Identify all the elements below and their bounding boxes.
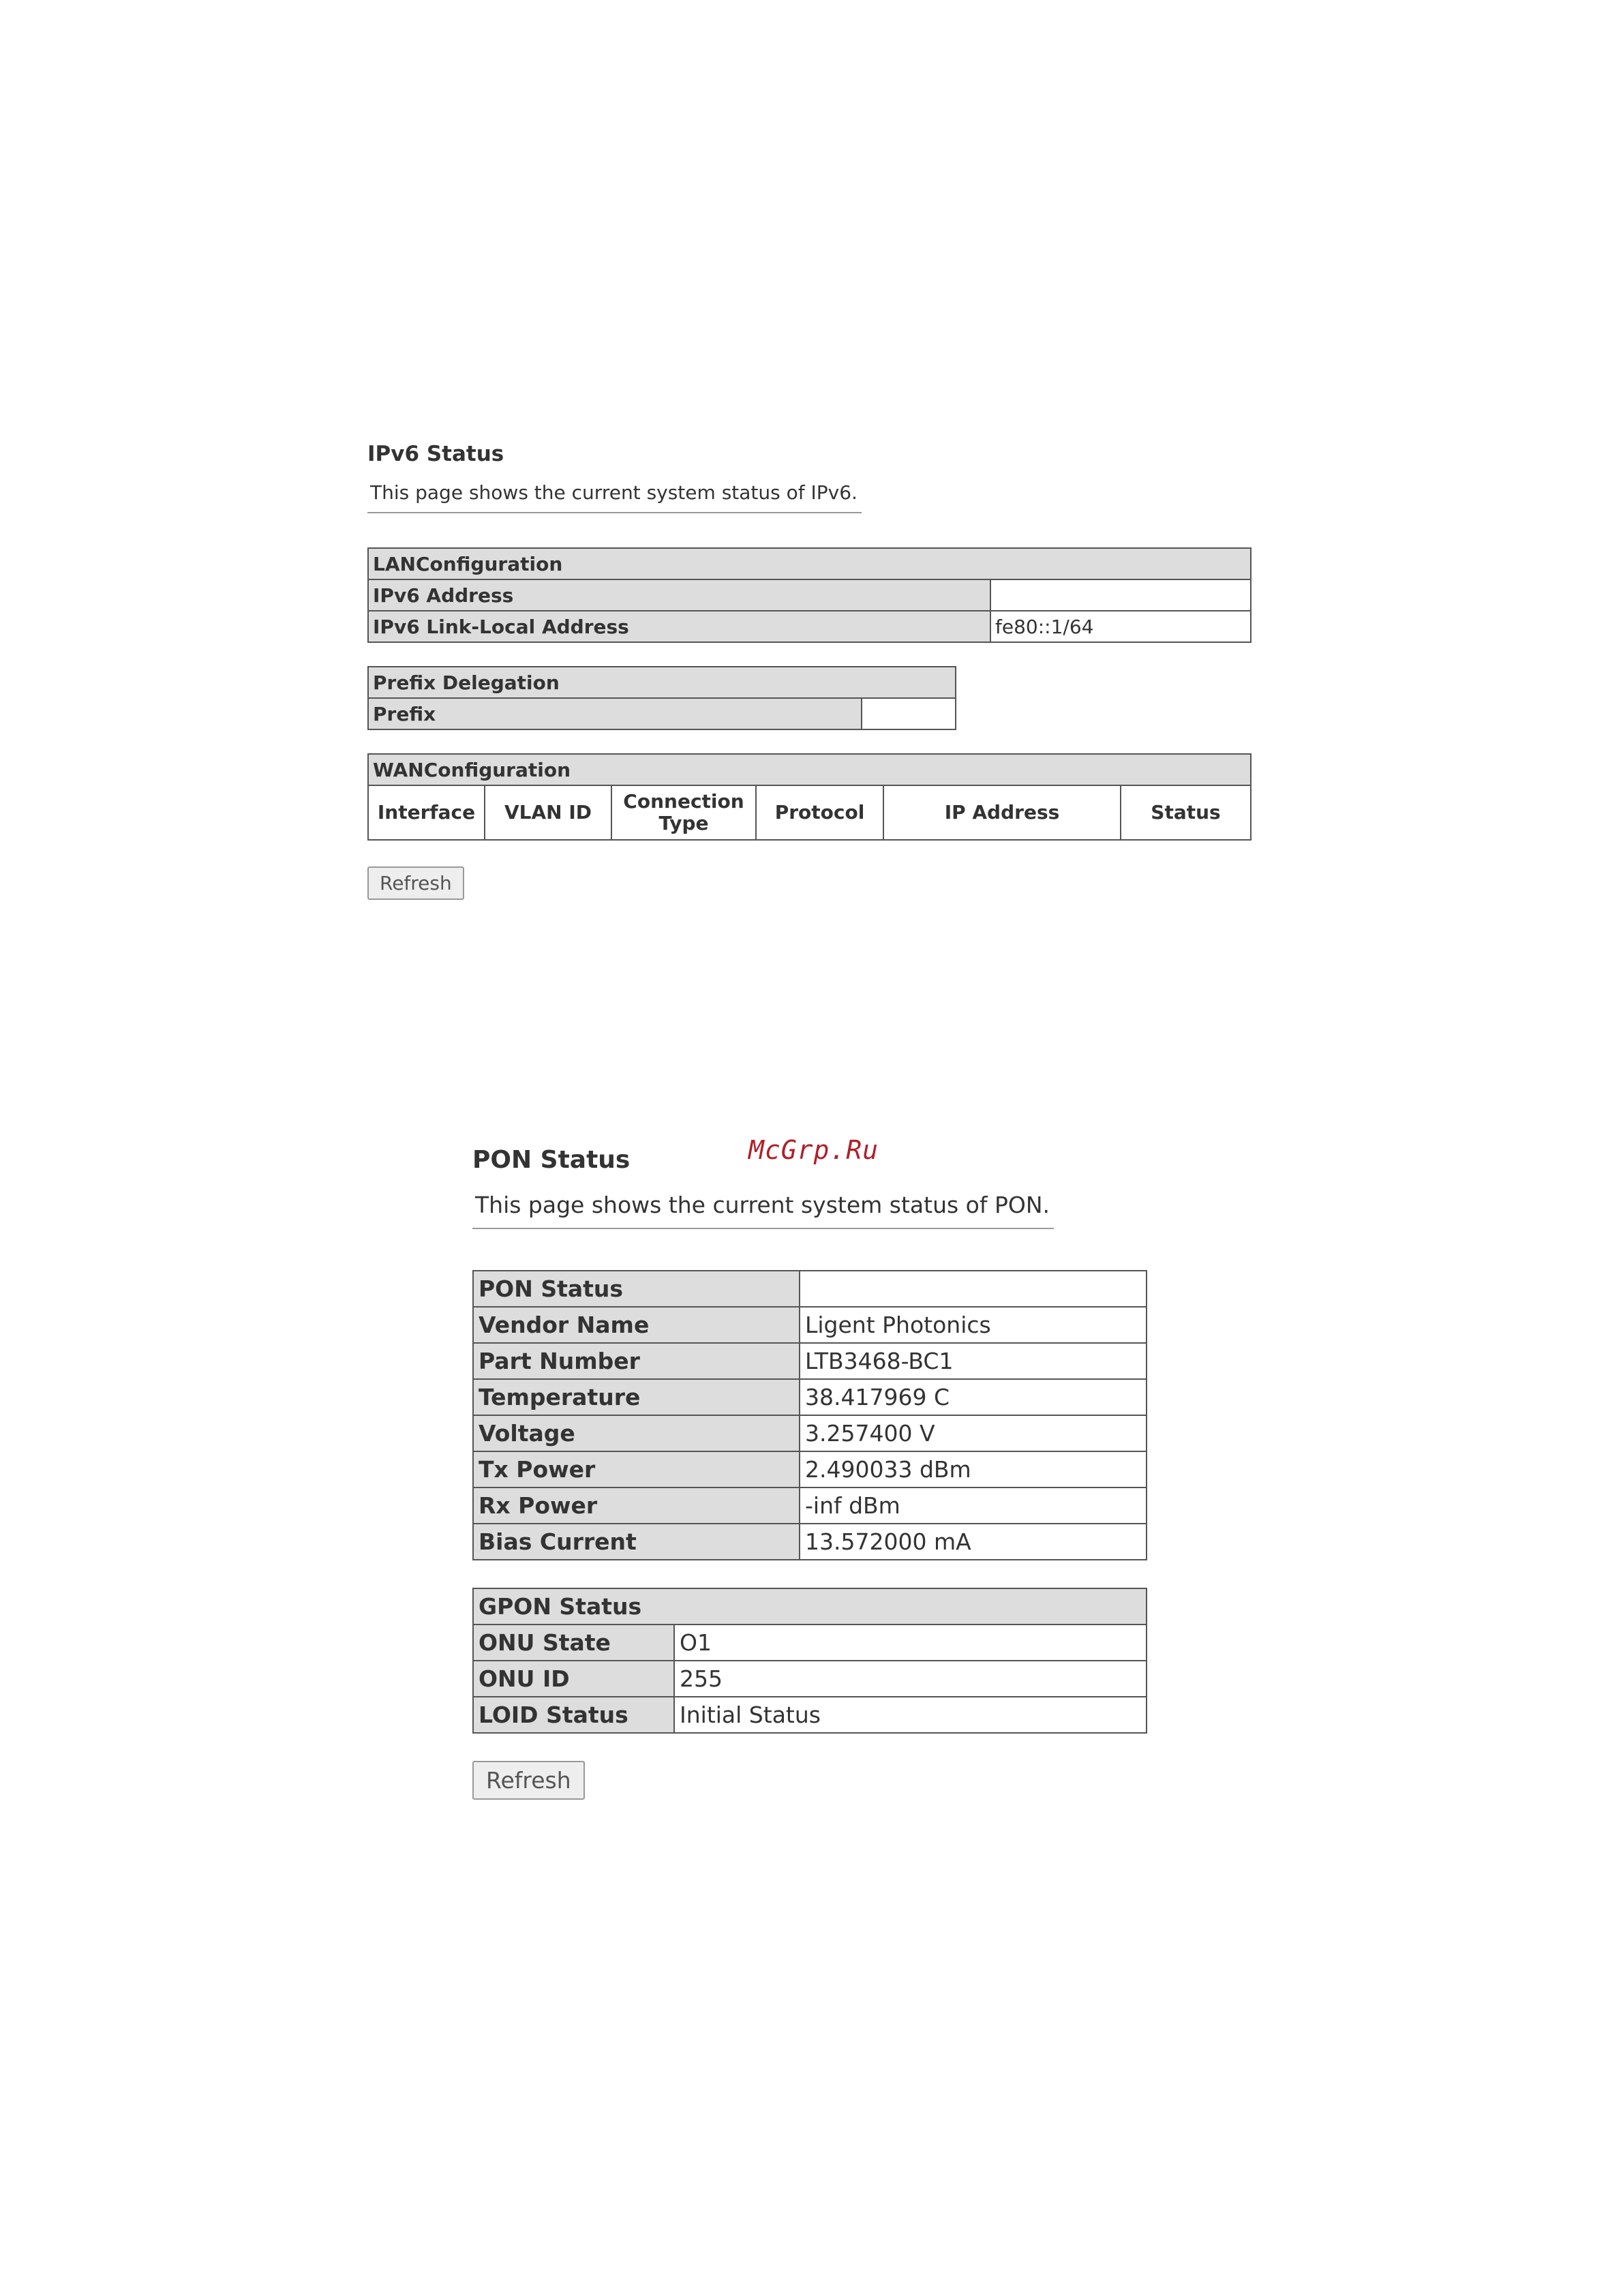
watermark-text: McGrp.Ru: [748, 1135, 879, 1165]
column-header-vlan-id: VLAN ID: [485, 785, 611, 840]
table-header: Prefix Delegation: [368, 667, 956, 698]
row-value: 13.572000 mA: [800, 1524, 1147, 1560]
table-header: GPON Status: [473, 1588, 1147, 1625]
row-value: Ligent Photonics: [800, 1307, 1147, 1343]
table-header: LANConfiguration: [368, 548, 1251, 579]
row-value: 38.417969 C: [800, 1379, 1147, 1415]
column-header-interface: Interface: [368, 785, 485, 840]
row-label: ONU State: [473, 1625, 674, 1661]
page-description: This page shows the current system status of IPv6.: [367, 474, 862, 513]
table-header: WANConfiguration: [368, 754, 1251, 785]
table-row: [473, 1487, 1147, 1524]
table-row: [368, 579, 1251, 611]
page-title: IPv6 Status: [367, 442, 504, 466]
refresh-button[interactable]: Refresh: [472, 1761, 585, 1800]
row-label: LOID Status: [473, 1697, 674, 1733]
wan-configuration-table: [367, 753, 1252, 841]
row-label: PON Status: [473, 1271, 800, 1307]
prefix-delegation-table: [367, 666, 956, 730]
row-label: IPv6 Link-Local Address: [368, 611, 990, 642]
page-description: This page shows the current system status of PON.: [472, 1185, 1054, 1229]
column-header-ip-address: IP Address: [883, 785, 1121, 840]
row-label: Voltage: [473, 1415, 800, 1451]
row-value: [990, 579, 1251, 611]
row-value: -inf dBm: [800, 1487, 1147, 1524]
table-row: [473, 1343, 1147, 1379]
row-value: 3.257400 V: [800, 1415, 1147, 1451]
table-row: [368, 611, 1251, 642]
refresh-button[interactable]: Refresh: [367, 866, 464, 900]
row-label: Bias Current: [473, 1524, 800, 1560]
row-value: 255: [674, 1661, 1147, 1697]
table-row: [473, 1524, 1147, 1560]
table-row: [473, 1661, 1147, 1697]
row-value: 2.490033 dBm: [800, 1451, 1147, 1487]
column-header-protocol: Protocol: [756, 785, 883, 840]
table-row: [473, 1271, 1147, 1307]
column-header-connection-type: Connection Type: [611, 785, 756, 840]
row-label: Rx Power: [473, 1487, 800, 1524]
row-label: Part Number: [473, 1343, 800, 1379]
row-label: Tx Power: [473, 1451, 800, 1487]
row-label: Temperature: [473, 1379, 800, 1415]
pon-status-panel: [472, 1143, 1147, 1800]
row-value: [800, 1271, 1147, 1307]
row-label: Prefix: [368, 698, 862, 729]
row-value: O1: [674, 1625, 1147, 1661]
gpon-status-table: [472, 1588, 1147, 1734]
table-row: [473, 1379, 1147, 1415]
table-row: [473, 1307, 1147, 1343]
row-value: [862, 698, 956, 729]
row-label: ONU ID: [473, 1661, 674, 1697]
pon-status-table: [472, 1270, 1147, 1560]
table-row: [473, 1415, 1147, 1451]
table-row: [473, 1625, 1147, 1661]
ipv6-status-panel: [367, 439, 1250, 900]
column-header-status: Status: [1121, 785, 1251, 840]
row-value: LTB3468-BC1: [800, 1343, 1147, 1379]
row-label: Vendor Name: [473, 1307, 800, 1343]
row-value: Initial Status: [674, 1697, 1147, 1733]
table-row: [473, 1697, 1147, 1733]
lan-configuration-table: [367, 547, 1252, 643]
row-label: IPv6 Address: [368, 579, 990, 611]
table-row: [368, 698, 956, 729]
row-value: fe80::1/64: [990, 611, 1251, 642]
table-row: [473, 1451, 1147, 1487]
page-title: PON Status: [472, 1146, 631, 1174]
